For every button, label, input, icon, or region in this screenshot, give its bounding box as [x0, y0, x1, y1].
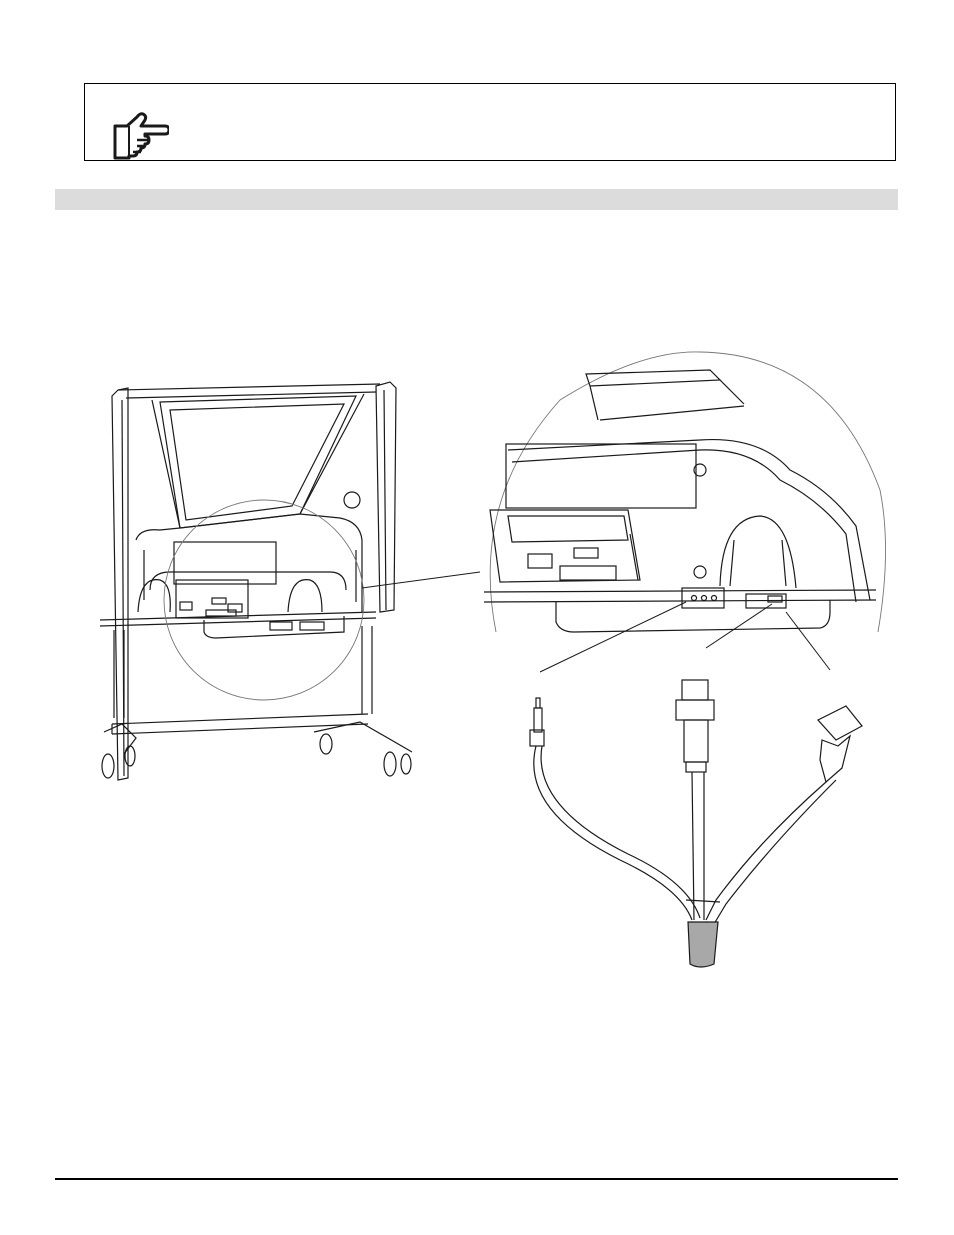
cable-bundle: [530, 680, 862, 967]
cabinet-drawing: [100, 382, 412, 780]
magnified-detail: [484, 352, 886, 632]
cabinet-connection-illustration: [0, 340, 954, 980]
footer-rule: [55, 1178, 898, 1180]
note-box: [84, 83, 896, 161]
section-header-bar: [55, 189, 898, 210]
pointing-hand-icon: [107, 98, 169, 160]
